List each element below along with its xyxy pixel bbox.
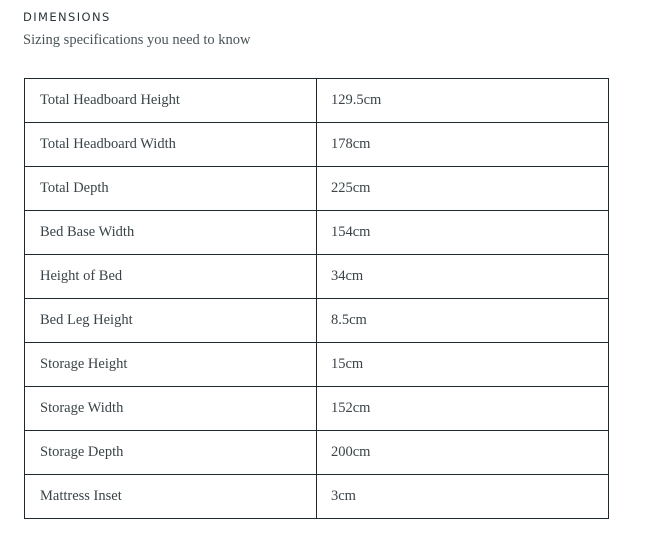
dimension-value: 225cm [317, 167, 609, 211]
dimensions-table [24, 78, 609, 519]
dimension-label: Bed Leg Height [25, 299, 317, 343]
dimension-label: Height of Bed [25, 255, 317, 299]
dimension-value: 15cm [317, 343, 609, 387]
dimension-value: 152cm [317, 387, 609, 431]
table-row [25, 475, 609, 519]
dimension-label: Storage Height [25, 343, 317, 387]
dimension-value: 34cm [317, 255, 609, 299]
table-row [25, 387, 609, 431]
table-row [25, 211, 609, 255]
section-subtitle: Sizing specifications you need to know [23, 32, 251, 48]
table-row [25, 167, 609, 211]
table-row [25, 431, 609, 475]
dimension-label: Total Headboard Height [25, 79, 317, 123]
dimension-value: 200cm [317, 431, 609, 475]
section-title: DIMENSIONS [23, 10, 111, 24]
dimension-value: 178cm [317, 123, 609, 167]
table-row [25, 123, 609, 167]
dimension-label: Storage Width [25, 387, 317, 431]
dimension-value: 129.5cm [317, 79, 609, 123]
dimension-label: Storage Depth [25, 431, 317, 475]
dimension-label: Bed Base Width [25, 211, 317, 255]
table-row [25, 299, 609, 343]
dimension-value: 8.5cm [317, 299, 609, 343]
table-row [25, 255, 609, 299]
dimension-value: 154cm [317, 211, 609, 255]
dimension-label: Total Depth [25, 167, 317, 211]
table-row [25, 79, 609, 123]
dimension-label: Mattress Inset [25, 475, 317, 519]
dimension-label: Total Headboard Width [25, 123, 317, 167]
dimension-value: 3cm [317, 475, 609, 519]
table-row [25, 343, 609, 387]
